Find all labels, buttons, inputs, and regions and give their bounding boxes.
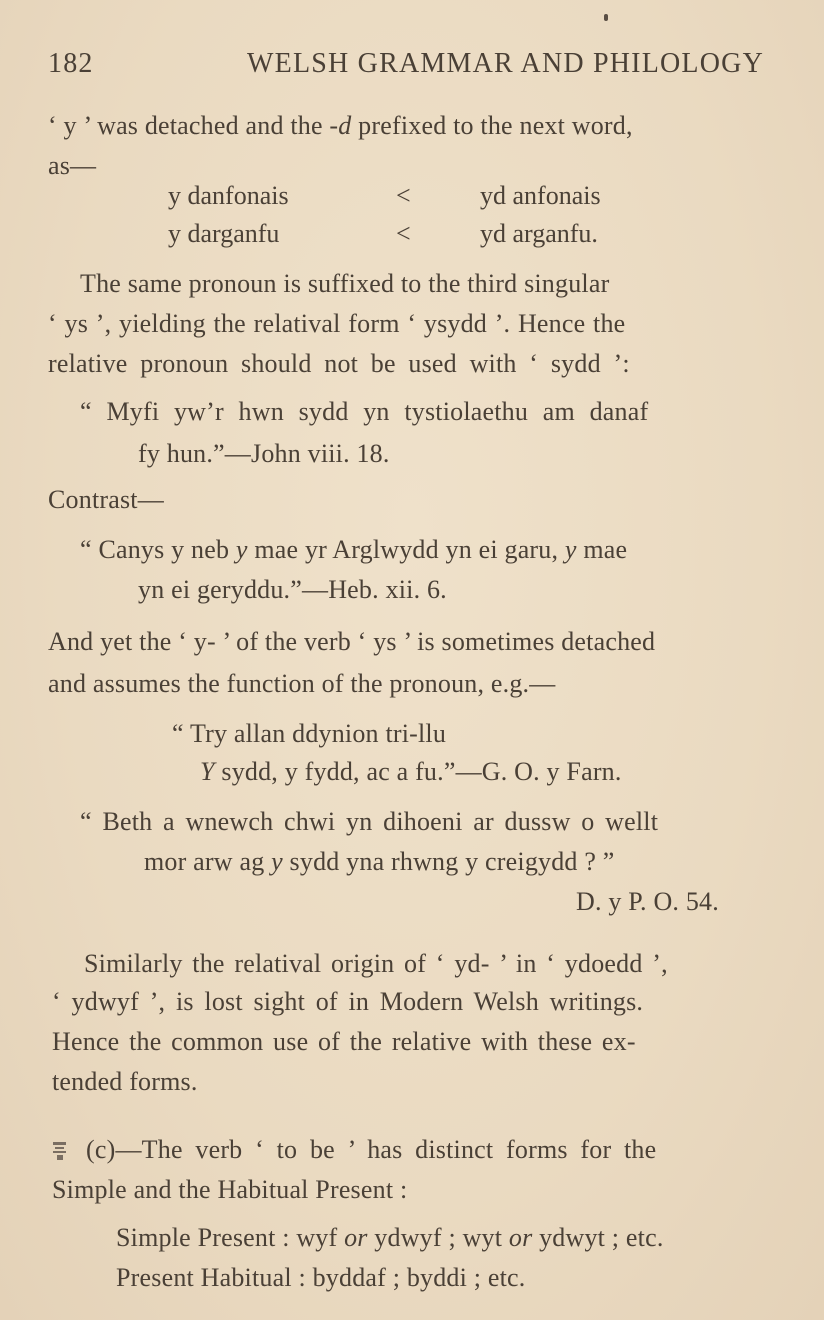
quote2-italic-y2: y — [564, 535, 577, 564]
forms-italic-or2: or — [508, 1223, 533, 1252]
p2-line1-text: The same pronoun is suffixed to the third singular — [80, 269, 610, 298]
example2-symbol: < — [396, 219, 411, 248]
verse-line2-text: sydd, y fydd, ac a fu.”—G. O. y Farn. — [214, 757, 622, 786]
p3-line1: And yet the ‘ y- ’ of the verb ‘ ys ’ is sometimes detached — [48, 627, 656, 656]
quote2-line2: yn ei geryddu.”—Heb. xii. 6. — [138, 575, 447, 604]
p2-line1 — [80, 268, 778, 300]
example1-symbol: < — [396, 181, 411, 210]
printer-mark-icon — [52, 1140, 68, 1162]
p1-line1 — [48, 110, 778, 142]
quote2-text-e: mae — [576, 535, 628, 564]
quote3-line1: “ Beth a wnewch chwi yn dihoeni ar dussw o wellt — [80, 807, 659, 836]
p2-line3: relative pronoun should not be used with ‘ sydd ’: — [48, 349, 630, 378]
forms-text-c: ydwyf ; wyt — [367, 1223, 509, 1252]
quote2-italic-y1: y — [235, 535, 248, 564]
running-head — [48, 48, 764, 80]
quote3-text-c: sydd yna rhwng y creigydd ? ” — [282, 847, 615, 876]
p4-line4: tended forms. — [52, 1067, 198, 1096]
p1-line2: as— — [48, 151, 97, 180]
forms-italic-or1: or — [344, 1223, 368, 1252]
quote3-source: D. y P. O. 54. — [576, 887, 719, 916]
p4-line2: ‘ ydwyf ’, is lost sight of in Modern Welsh writings. — [52, 987, 644, 1016]
example1-left: y danfonais — [168, 181, 289, 210]
quote3-line2 — [144, 846, 615, 878]
page-number: 182 — [48, 48, 94, 79]
example2-left: y darganfu — [168, 219, 280, 248]
forms-line2: Present Habitual : byddaf ; byddi ; etc. — [116, 1263, 526, 1292]
verse-line1: “ Try allan ddynion tri-llu — [172, 719, 447, 748]
p4-line1: Similarly the relatival origin of ‘ yd- ’ in ‘ ydoedd ’, — [84, 949, 668, 978]
p4-line3: Hence the common use of the relative with these ex- — [52, 1027, 636, 1056]
contrast-label: Contrast— — [48, 485, 164, 514]
quote1-line2: fy hun.”—John viii. 18. — [138, 439, 390, 468]
verse-line2 — [200, 756, 622, 788]
quote2-text-c: mae yr Arglwydd yn ei garu, — [247, 535, 565, 564]
forms-text-a: Simple Present : wyf — [116, 1223, 345, 1252]
p2-line2: ‘ ys ’, yielding the relatival form ‘ ysydd ’. Hence the — [48, 309, 626, 338]
p1-text-a: ‘ y ’ was detached and the — [48, 111, 330, 140]
example1-right: yd anfonais — [480, 181, 601, 210]
running-title: WELSH GRAMMAR AND PHILOLOGY — [247, 48, 764, 79]
p5-line1: (c)—The verb ‘ to be ’ has distinct forms for the — [86, 1135, 657, 1164]
verse-italic-Y: Y — [200, 757, 215, 786]
p1-line1-text — [48, 110, 633, 142]
example2-right: yd arganfu. — [480, 219, 598, 248]
forms-text-e: ydwyt ; etc. — [532, 1223, 664, 1252]
p5-line2: Simple and the Habitual Present : — [52, 1175, 408, 1204]
quote3-text-a: mor arw ag — [144, 847, 272, 876]
p1-italic-d: -d — [329, 111, 352, 140]
quote1-line1: “ Myfi yw’r hwn sydd yn tystiolaethu am danaf — [80, 397, 649, 426]
quote2-line1 — [80, 534, 627, 566]
p3-line2: and assumes the function of the pronoun, e.g.— — [48, 669, 556, 698]
p1-text-c: prefixed to the next word, — [351, 111, 633, 140]
forms-line1 — [116, 1222, 664, 1254]
ink-speck — [604, 14, 608, 21]
quote2-text-a: “ Canys y neb — [80, 535, 236, 564]
quote3-italic-y: y — [271, 847, 283, 876]
